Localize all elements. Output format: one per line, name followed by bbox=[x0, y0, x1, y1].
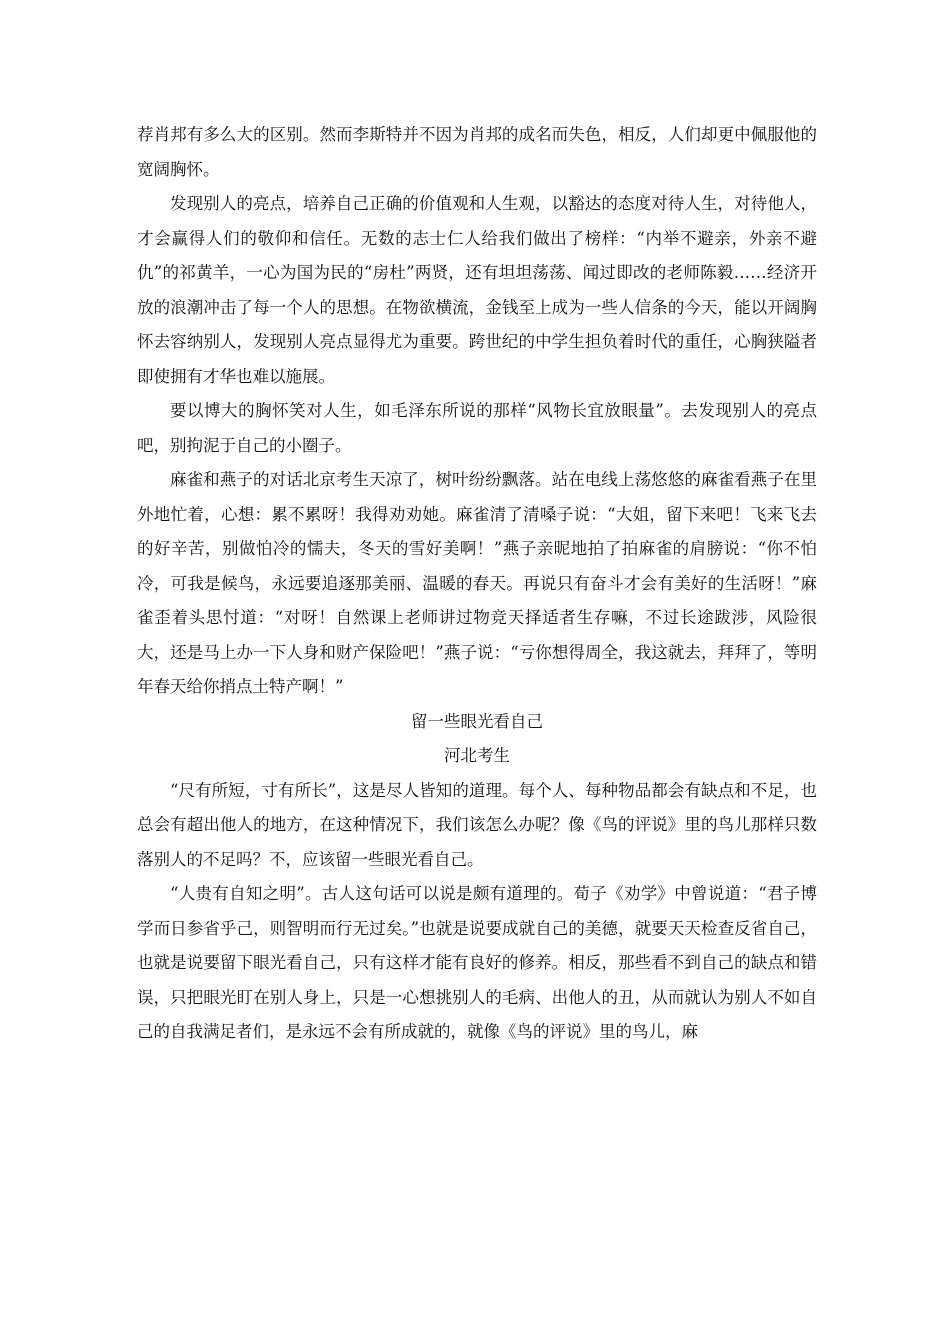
essay-author: 河北考生 bbox=[444, 746, 510, 765]
paragraph: 荐肖邦有多么大的区别。然而李斯特并不因为肖邦的成名而失色，相反，人们却更中佩服他的宽阔胸怀。 bbox=[137, 125, 817, 179]
essay-title: 留一些眼光看自己 bbox=[411, 711, 543, 731]
document-body bbox=[137, 118, 817, 1050]
paragraph: “尺有所短，寸有所长”，这是尽人皆知的道理。每个人、每种物品都会有缺点和不足，也总会有超出他人的地方，在这种情况下，我们该怎么办呢？像《鸟的评说》里的鸟儿那样只数落别人的不足吗？不，应该留一些眼光看自己。 bbox=[137, 780, 817, 869]
paragraph: 麻雀和燕子的对话北京考生天凉了，树叶纷纷飘落。站在电线上荡悠悠的麻雀看燕子在里外地忙着，心想：累不累呀！我得劝劝她。麻雀清了清嗓子说：“大姐，留下来吧！飞来飞去的好辛苦，别做怕冷的懦夫，冬天的雪好美啊！”燕子亲昵地拍了拍麻雀的肩膀说：“你不怕冷，可我是候鸟，永远要追逐那美丽、温暖的春天。再说只有奋斗才会有美好的生活呀！”麻雀歪着头思忖道：“对呀！自然课上老师讲过物竞天择适者生存嘛，不过长途跋涉，风险很大，还是马上办一下人身和财产保险吧！”燕子说：“亏你想得周全，我这就去，拜拜了，等明年春天给你捎点土特产啊！” bbox=[137, 470, 817, 696]
paragraph: 发现别人的亮点，培养自己正确的价值观和人生观，以豁达的态度对待人生，对待他人，才会赢得人们的敬仰和信任。无数的志士仁人给我们做出了榜样：“内举不避亲，外亲不避仇”的祁黄羊，一心为国为民的“房杜”两贤，还有坦坦荡荡、闻过即改的老师陈毅……经济开放的浪潮冲击了每一个人的思想。在物欲横流，金钱至上成为一些人信条的今天，能以开阔胸怀去容纳别人，发现别人亮点显得尤为重要。跨世纪的中学生担负着时代的重任，心胸狭隘者即使拥有才华也难以施展。 bbox=[137, 194, 817, 386]
paragraph: “人贵有自知之明”。古人这句话可以说是颇有道理的。荀子《劝学》中曾说道：“君子博学而日参省乎己，则智明而行无过矣。”也就是说要成就自己的美德，就要天天检查反省自己，也就是说要留下眼光看自己，只有这样才能有良好的修养。相反，那些看不到自己的缺点和错误，只把眼光盯在别人身上，只是一心想挑别人的毛病、出他人的丑，从而就认为别人不如自己的自我满足者们，是永远不会有所成就的，就像《鸟的评说》里的鸟儿，麻 bbox=[137, 884, 817, 1041]
paragraph: 要以博大的胸怀笑对人生，如毛泽东所说的那样“风物长宜放眼量”。去发现别人的亮点吧，别拘泥于自己的小圈子。 bbox=[137, 401, 817, 455]
